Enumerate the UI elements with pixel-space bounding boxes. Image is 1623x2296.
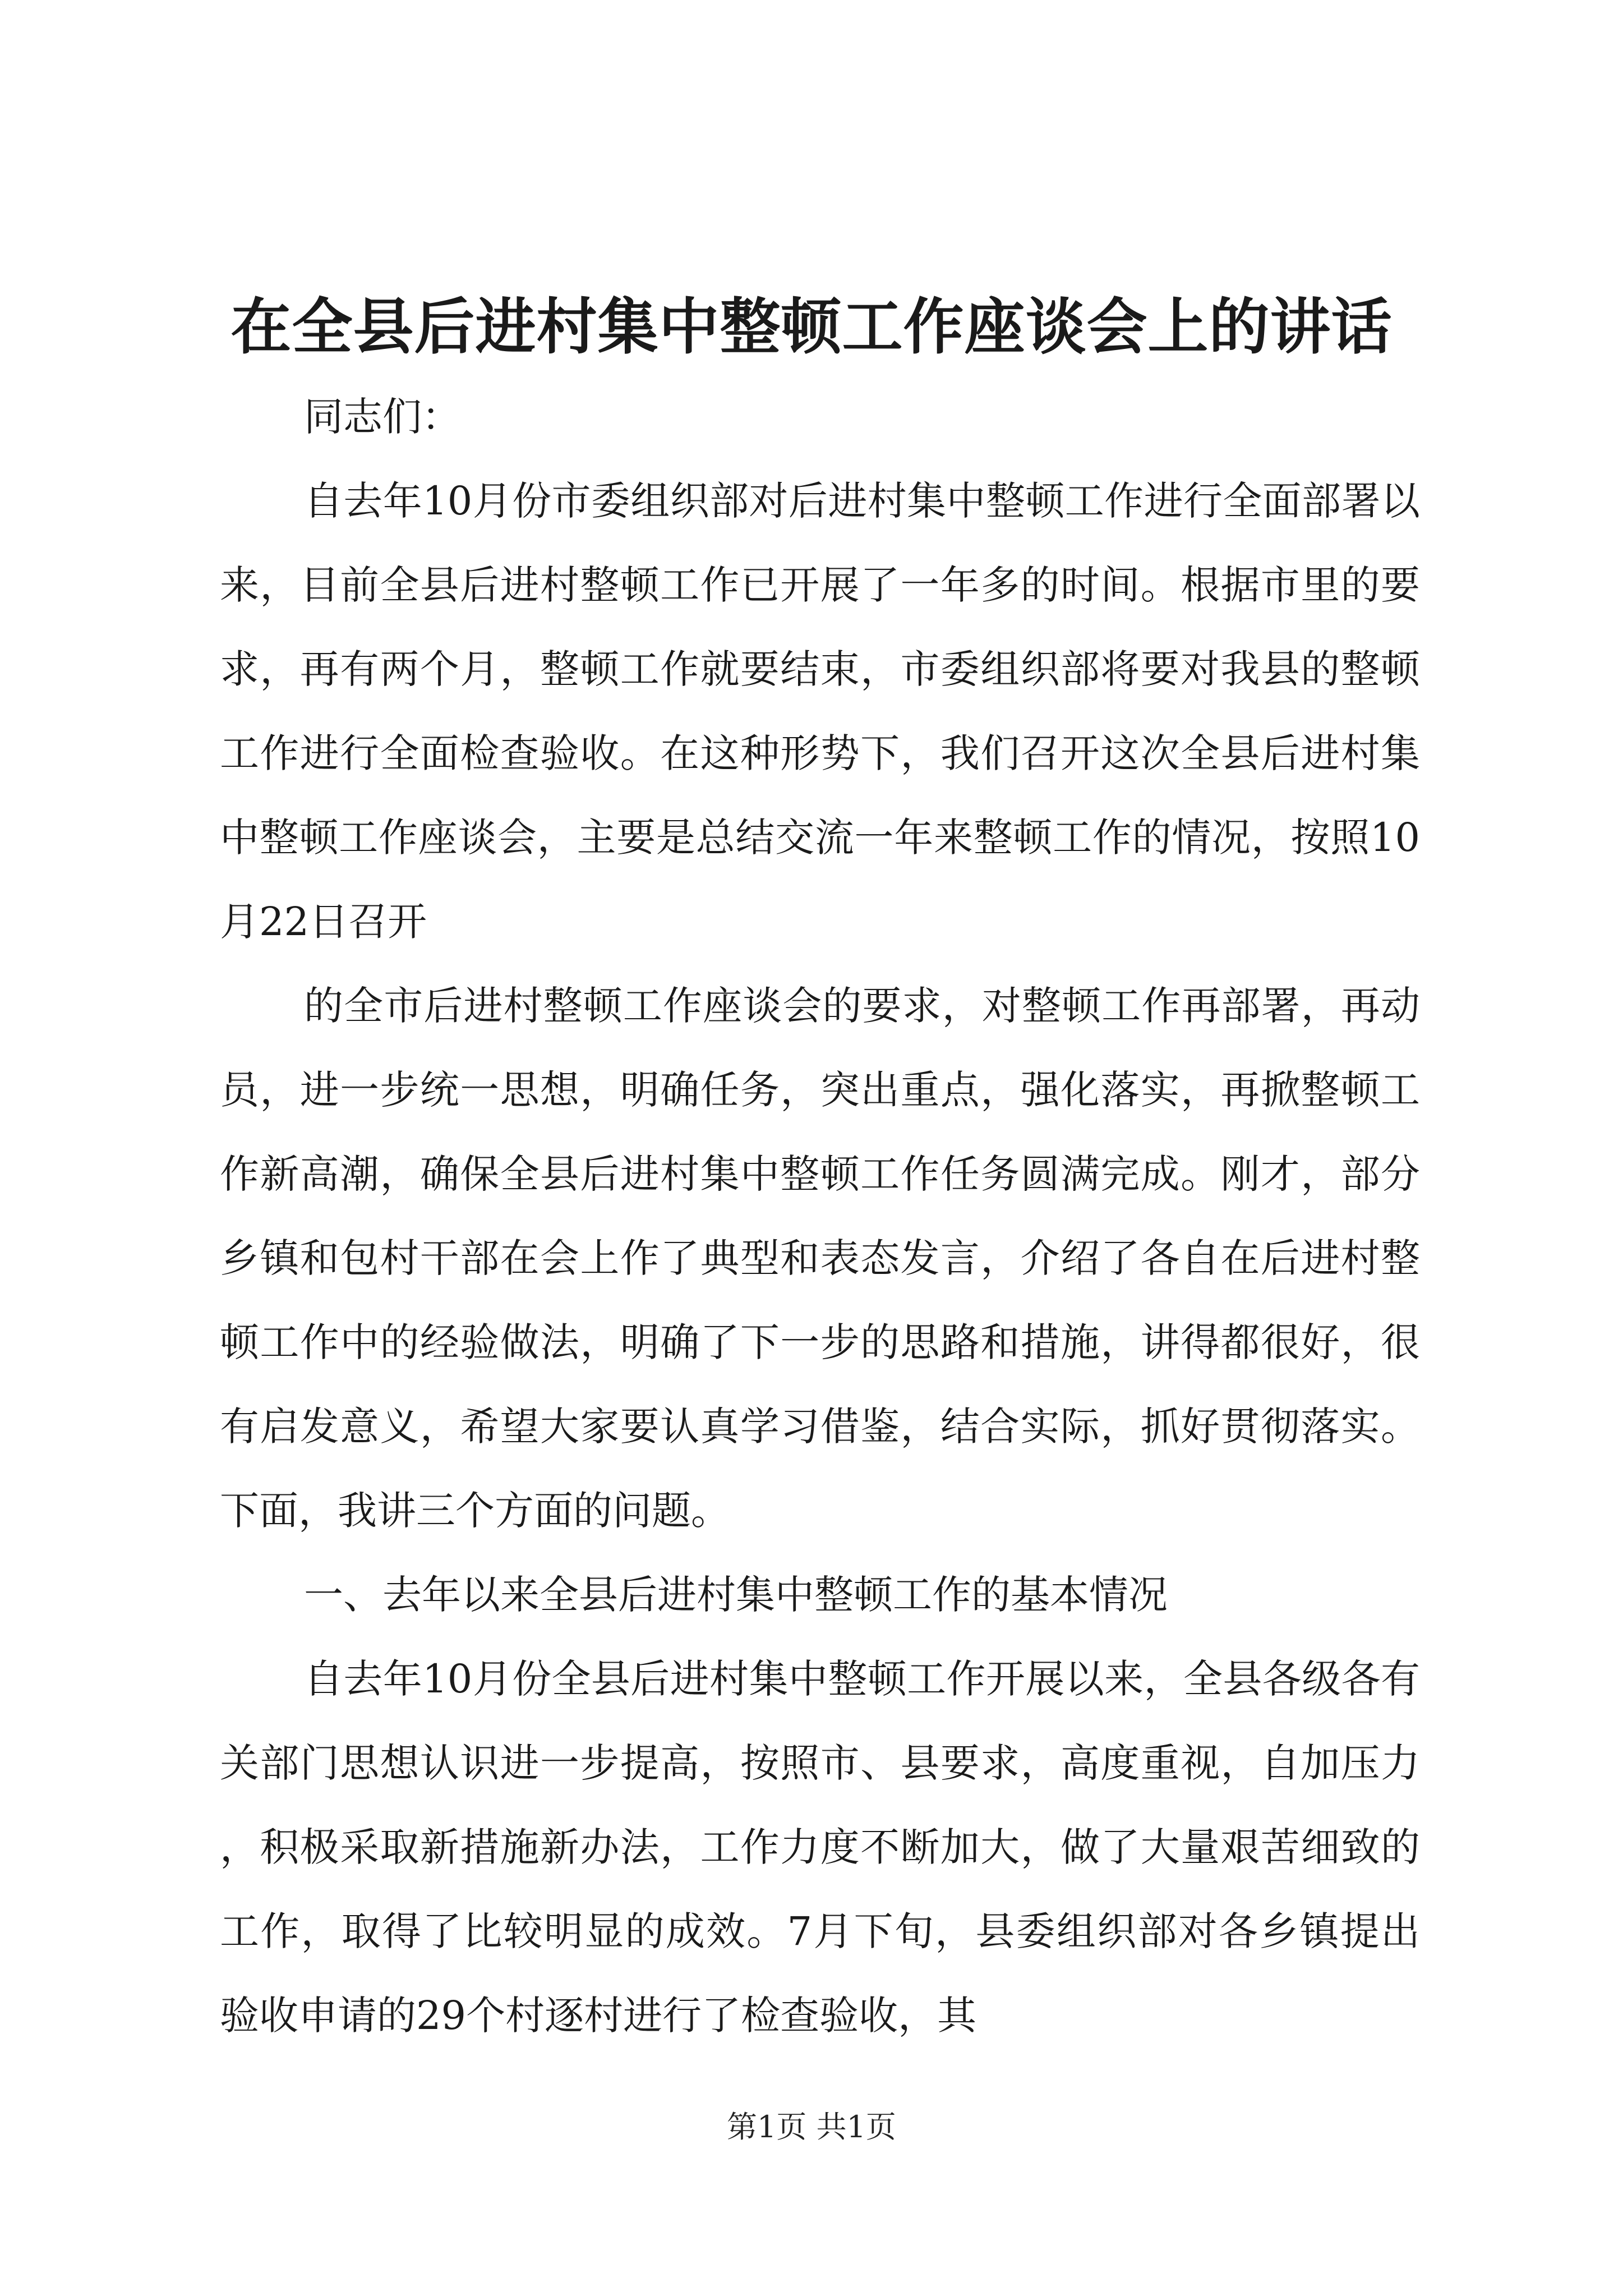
paragraph-salutation: 同志们：: [304, 394, 461, 440]
paragraph-intro: 自去年10月份市委组织部对后进村集中整顿工作进行全面部署以来，目前全县后进村整顿工作已开展了一年多的时间。根据市里的要求，再有两个月，整顿工作就要结束，市委组织部将要对我县的整顿工作进行全面检查验收。在这种形势下，我们召开这次全县后进村集中整顿工作座谈会，主要是总结交流一年来整顿工作的情况，按照10月22日召开: [220, 478, 1420, 945]
section-heading-basic-situation: 一、去年以来全县后进村集中整顿工作的基本情况: [304, 1572, 1168, 1618]
document-title: 在全县后进村集中整顿工作座谈会上的讲话: [230, 292, 1393, 362]
document-body: [220, 375, 1420, 2058]
paragraph-meeting-purpose: 的全市后进村整顿工作座谈会的要求，对整顿工作再部署，再动员，进一步统一思想，明确任务，突出重点，强化落实，再掀整顿工作新高潮，确保全县后进村集中整顿工作任务圆满完成。刚才，部分乡镇和包村干部在会上作了典型和表态发言，介绍了各自在后进村整顿工作中的经验做法，明确了下一步的思路和措施，讲得都很好，很有启发意义，希望大家要认真学习借鉴，结合实际，抓好贯彻落实。下面，我讲三个方面的问题。: [220, 983, 1420, 1534]
page-number-footer: 第1页 共1页: [727, 2109, 896, 2145]
paragraph-basic-situation: 自去年10月份全县后进村集中整顿工作开展以来，全县各级各有关部门思想认识进一步提高，按照市、县要求，高度重视，自加压力，积极采取新措施新办法，工作力度不断加大，做了大量艰苦细致的工作，取得了比较明显的成效。7月下旬，县委组织部对各乡镇提出验收申请的29个村逐村进行了检查验收，其: [220, 1656, 1420, 2039]
